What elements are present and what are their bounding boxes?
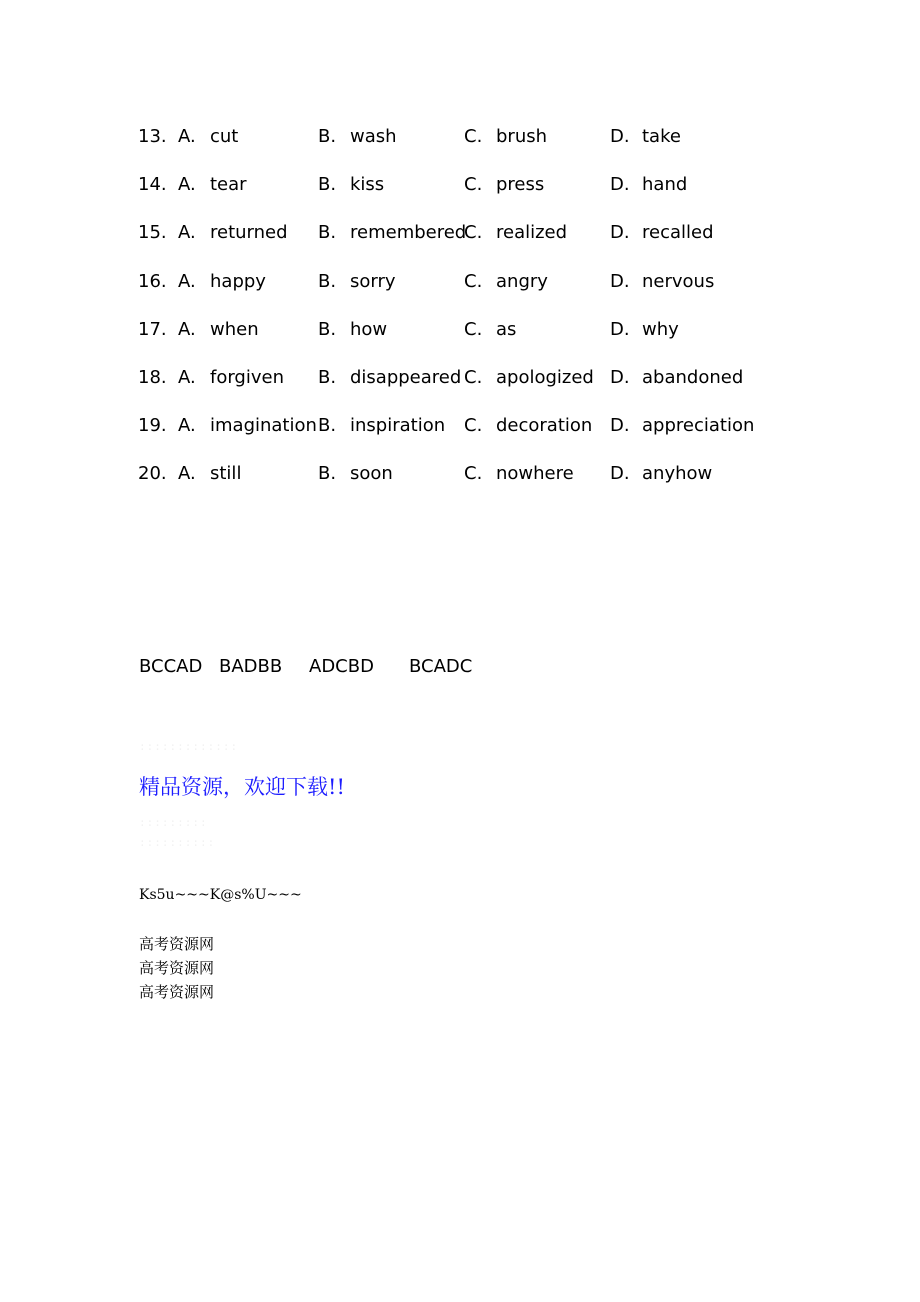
faint-watermark-mark: ::::::::: <box>139 816 208 829</box>
option-letter: C. <box>464 463 483 485</box>
option-text: imagination <box>210 415 317 437</box>
option-a <box>178 363 284 393</box>
answer-group: ADCBD <box>309 656 374 677</box>
option-text: hand <box>642 174 688 196</box>
option-c <box>464 122 547 152</box>
option-a <box>178 411 317 441</box>
option-letter: B. <box>318 270 337 292</box>
option-letter: A. <box>178 415 196 437</box>
option-text: appreciation <box>642 415 755 437</box>
option-d <box>610 218 714 248</box>
option-b <box>318 363 461 393</box>
gaokao-line: 高考资源网 <box>139 959 215 977</box>
question-row <box>138 267 838 315</box>
option-text: realized <box>496 222 568 244</box>
answer-group: BCCAD <box>139 656 203 677</box>
option-text: disappeared <box>350 366 462 388</box>
option-letter: D. <box>610 174 630 196</box>
option-text: as <box>496 318 517 340</box>
option-d <box>610 459 712 489</box>
option-c <box>464 267 548 297</box>
ks5u-watermark-text: Ks5u~~~K@s%U~~~ <box>139 887 302 903</box>
option-letter: C. <box>464 270 483 292</box>
option-letter: C. <box>464 174 483 196</box>
option-text: nervous <box>642 270 715 292</box>
question-number: 14. <box>138 174 167 196</box>
option-b <box>318 122 397 152</box>
question-row <box>138 122 838 170</box>
option-letter: A. <box>178 174 196 196</box>
gaokao-watermark-block <box>139 932 214 1004</box>
option-letter: C. <box>464 366 483 388</box>
option-letter: A. <box>178 463 196 485</box>
question-number: 18. <box>138 366 167 388</box>
option-d <box>610 363 743 393</box>
option-text: inspiration <box>350 415 446 437</box>
option-letter: B. <box>318 174 337 196</box>
option-c <box>464 315 516 345</box>
option-c <box>464 218 567 248</box>
option-text: recalled <box>642 222 714 244</box>
option-letter: A. <box>178 366 196 388</box>
option-c <box>464 411 592 441</box>
option-text: decoration <box>496 415 593 437</box>
option-text: why <box>642 318 679 340</box>
option-letter: B. <box>318 126 337 147</box>
option-text: soon <box>350 463 393 485</box>
question-row <box>138 218 838 266</box>
question-number: 20. <box>138 463 167 485</box>
option-letter: B. <box>318 415 337 437</box>
question-number: 17. <box>138 318 167 340</box>
option-text: remembered <box>350 222 467 244</box>
option-text: press <box>496 174 545 196</box>
question-number: 15. <box>138 222 167 244</box>
option-letter: D. <box>610 415 630 437</box>
option-a <box>178 218 288 248</box>
question-list <box>138 122 838 508</box>
option-text: how <box>350 318 388 340</box>
question-number: 13. <box>138 126 167 147</box>
option-letter: A. <box>178 126 196 147</box>
option-d <box>610 267 714 297</box>
option-text: angry <box>496 270 548 292</box>
option-text: sorry <box>350 270 396 292</box>
option-text: tear <box>210 174 247 196</box>
faint-watermark-mark: :::::::::: <box>139 836 216 849</box>
option-letter: D. <box>610 366 630 388</box>
gaokao-line: 高考资源网 <box>139 983 215 1001</box>
option-text: cut <box>210 126 239 147</box>
option-letter: B. <box>318 318 337 340</box>
option-letter: C. <box>464 126 483 147</box>
question-row <box>138 411 838 459</box>
option-letter: A. <box>178 318 196 340</box>
option-letter: D. <box>610 270 630 292</box>
option-letter: C. <box>464 318 483 340</box>
option-d <box>610 122 681 152</box>
question-row <box>138 170 838 218</box>
option-text: when <box>210 318 259 340</box>
option-b <box>318 315 387 345</box>
option-b <box>318 218 466 248</box>
option-letter: A. <box>178 270 196 292</box>
option-d <box>610 315 679 345</box>
question-row <box>138 459 838 507</box>
answer-group: BCADC <box>409 656 473 677</box>
option-letter: B. <box>318 222 337 244</box>
promo-text: 精品资源，欢迎下载!! <box>139 775 345 799</box>
option-a <box>178 315 259 345</box>
option-letter: D. <box>610 126 630 147</box>
option-letter: C. <box>464 222 483 244</box>
option-a <box>178 459 241 489</box>
option-text: anyhow <box>642 463 713 485</box>
option-letter: A. <box>178 222 196 244</box>
option-letter: C. <box>464 415 483 437</box>
option-b <box>318 459 393 489</box>
option-text: apologized <box>496 366 594 388</box>
option-letter: D. <box>610 318 630 340</box>
option-text: nowhere <box>496 463 574 485</box>
option-c <box>464 170 544 200</box>
option-a <box>178 267 266 297</box>
option-a <box>178 170 247 200</box>
option-text: brush <box>496 126 548 147</box>
option-letter: D. <box>610 463 630 485</box>
question-row <box>138 363 838 411</box>
option-letter: B. <box>318 366 337 388</box>
option-d <box>610 411 754 441</box>
option-b <box>318 411 445 441</box>
option-text: take <box>642 126 681 147</box>
option-text: wash <box>350 126 397 147</box>
question-number: 16. <box>138 270 167 292</box>
question-number: 19. <box>138 415 167 437</box>
answer-group: BADBB <box>219 656 283 677</box>
option-d <box>610 170 687 200</box>
option-text: returned <box>210 222 288 244</box>
option-text: forgiven <box>210 366 284 388</box>
question-row <box>138 315 838 363</box>
option-text: happy <box>210 270 266 292</box>
option-b <box>318 267 396 297</box>
option-b <box>318 170 384 200</box>
faint-watermark-mark: ::::::::::::: <box>139 740 239 753</box>
option-a <box>178 122 238 152</box>
option-text: abandoned <box>642 366 744 388</box>
option-text: kiss <box>350 174 385 196</box>
option-text: still <box>210 463 242 485</box>
option-c <box>464 459 574 489</box>
option-letter: D. <box>610 222 630 244</box>
option-letter: B. <box>318 463 337 485</box>
gaokao-line: 高考资源网 <box>139 935 215 953</box>
option-c <box>464 363 594 393</box>
